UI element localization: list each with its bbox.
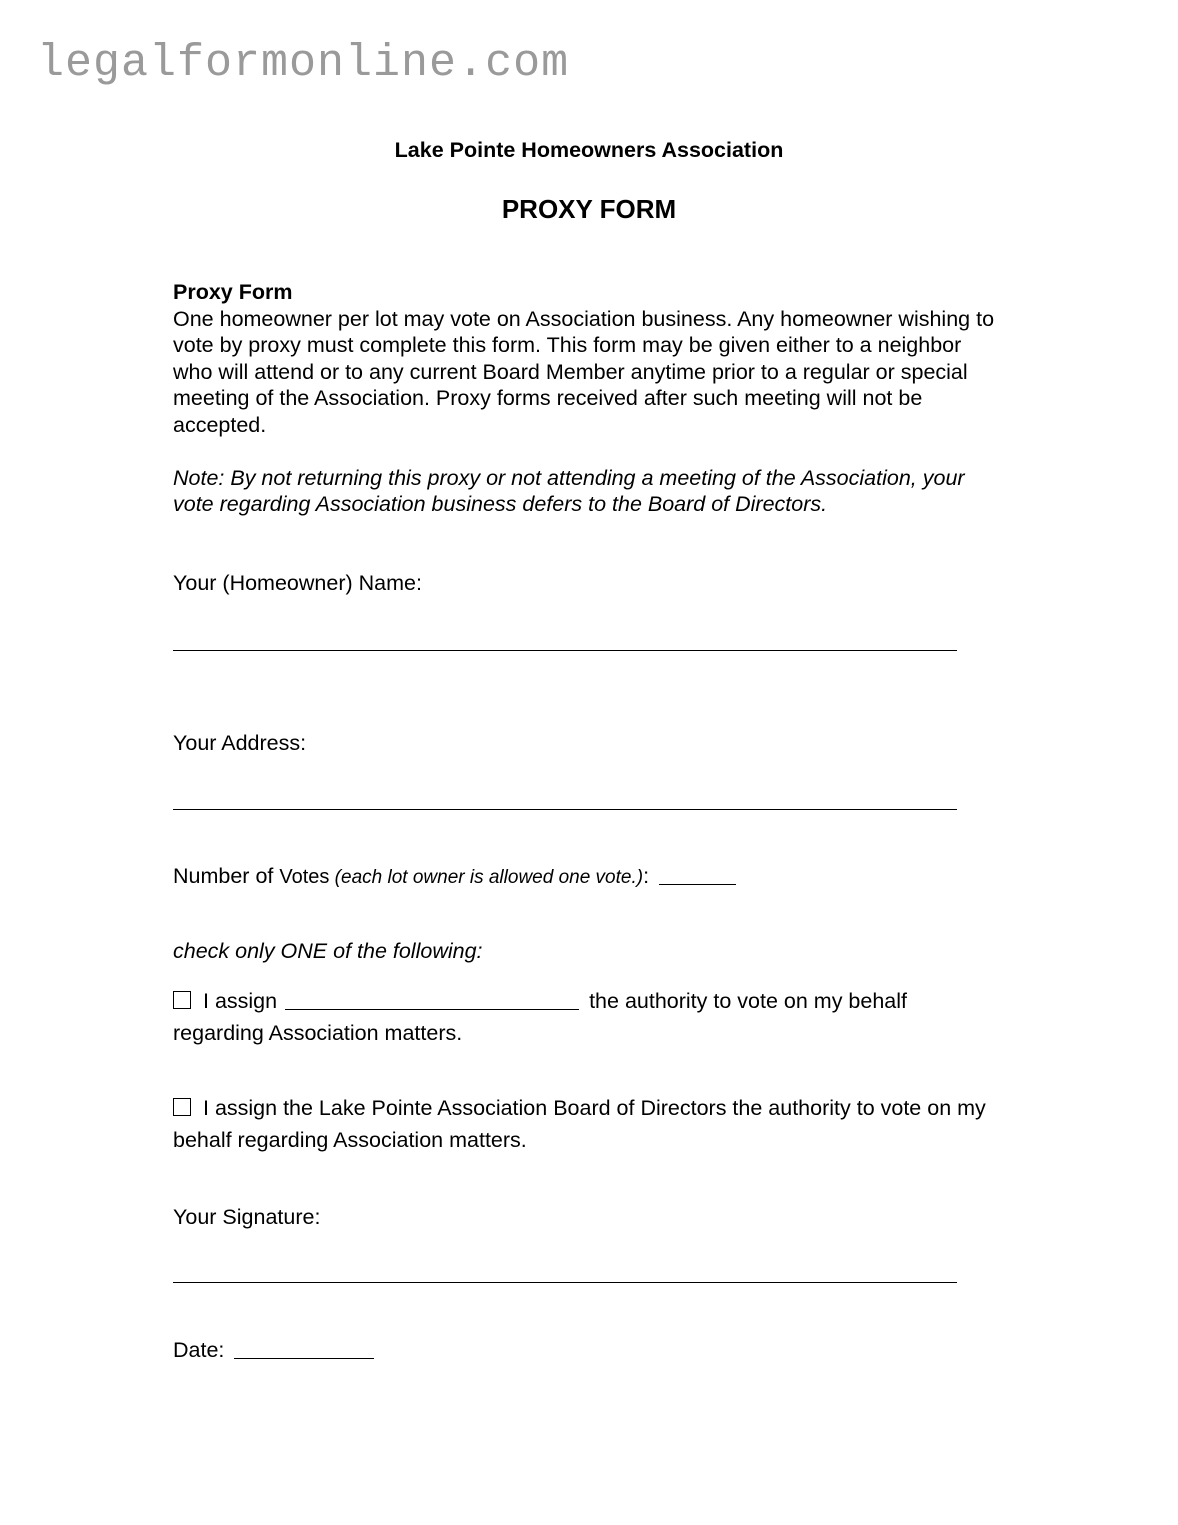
note-paragraph: Note: By not returning this proxy or not attending a meeting of the Association, your vote regarding Association business defers to the Board of Directors.	[173, 465, 965, 517]
proxy-name-field[interactable]	[285, 1008, 579, 1010]
votes-field[interactable]	[659, 883, 736, 885]
watermark: legalformonline.com	[37, 38, 570, 89]
section-heading: Proxy Form	[173, 280, 293, 304]
date-label: Date:	[173, 1338, 225, 1362]
votes-label-start: Number of	[173, 864, 280, 888]
option1-text-before: I assign	[203, 989, 278, 1013]
option1-checkbox[interactable]	[173, 991, 191, 1009]
signature-label: Your Signature:	[173, 1205, 321, 1229]
date-row	[173, 1338, 374, 1363]
date-field[interactable]	[234, 1357, 374, 1359]
option2-text: I assign the Lake Pointe Association Board of Directors the authority to vote on my behalf regarding Association matters.	[173, 1096, 986, 1152]
address-label: Your Address:	[173, 731, 307, 755]
votes-label-end: :	[643, 864, 650, 888]
votes-row	[173, 864, 736, 889]
option-assign-board	[173, 1092, 993, 1156]
organization-title: Lake Pointe Homeowners Association	[394, 138, 784, 162]
votes-label-word: Votes	[279, 866, 330, 888]
intro-paragraph: One homeowner per lot may vote on Association business. Any homeowner wishing to vote by proxy must complete this form. This form may be given either to a neighbor who will attend or to any current Board Member anytime prior to a regular or special meeting of the Association. Proxy forms received after such meeting will not be accepted.	[173, 306, 995, 437]
address-field[interactable]	[173, 809, 957, 810]
intro-section	[173, 279, 1003, 518]
votes-label-paren: (each lot owner is allowed one vote.)	[329, 867, 644, 888]
name-label: Your (Homeowner) Name:	[173, 571, 422, 595]
choice-instruction: check only ONE of the following:	[173, 939, 483, 963]
option1-text-after: the authority to vote on my behalf regarding Association matters.	[173, 989, 907, 1045]
signature-field[interactable]	[173, 1282, 957, 1283]
form-title: PROXY FORM	[501, 194, 677, 224]
option2-checkbox[interactable]	[173, 1098, 191, 1116]
option-assign-person	[173, 985, 993, 1049]
name-field[interactable]	[173, 650, 957, 651]
